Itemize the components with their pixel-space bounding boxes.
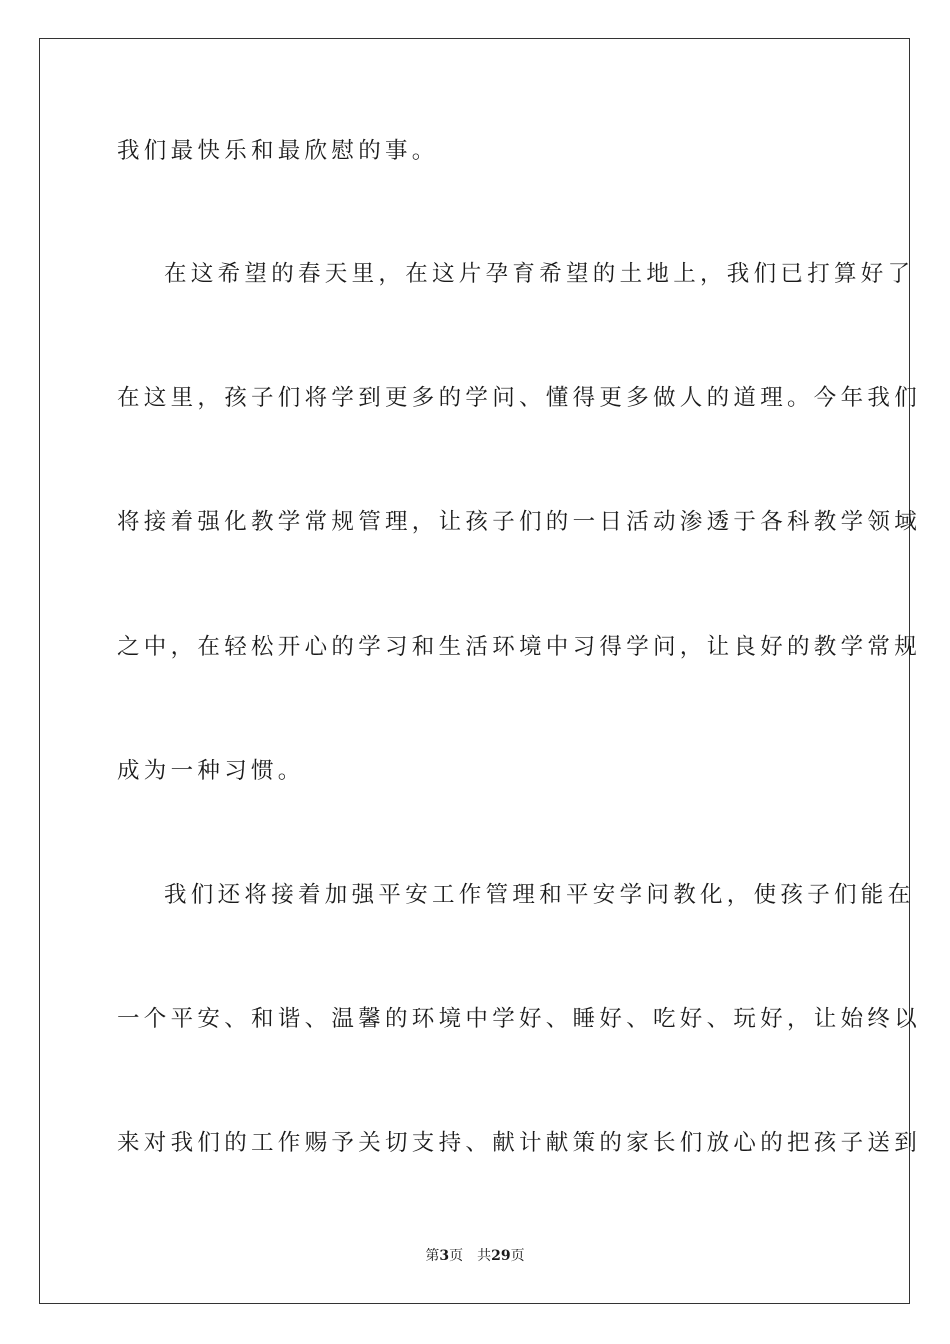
page-label-prefix: 第 [425, 1248, 440, 1264]
text-line: 来对我们的工作赐予关切支持、献计献策的家长们放心的把孩子送到 [117, 1130, 922, 1156]
page-border [39, 38, 922, 1304]
total-pages-number: 29 [491, 1248, 511, 1264]
current-page-number: 3 [439, 1248, 450, 1264]
text-line: 成为一种习惯。 [117, 758, 305, 784]
text-line: 一个平安、和谐、温馨的环境中学好、睡好、吃好、玩好，让始终以 [117, 1006, 922, 1032]
page-footer [0, 1247, 950, 1265]
text-line: 之中，在轻松开心的学习和生活环境中习得学问，让良好的教学常规 [117, 634, 922, 660]
total-label-suffix: 页 [510, 1248, 525, 1264]
page-label-suffix: 页 [449, 1248, 464, 1264]
text-line: 将接着强化教学常规管理，让孩子们的一日活动渗透于各科教学领域 [117, 509, 922, 535]
text-line: 在这里，孩子们将学到更多的学问、懂得更多做人的道理。今年我们 [117, 385, 922, 411]
total-label-prefix: 共 [477, 1248, 492, 1264]
paragraph-first-line: 在这希望的春天里，在这片孕育希望的土地上，我们已打算好了 [164, 261, 915, 287]
paragraph-first-line: 我们还将接着加强平安工作管理和平安学问教化，使孩子们能在 [164, 882, 915, 908]
text-line: 我们最快乐和最欣慰的事。 [117, 138, 439, 164]
